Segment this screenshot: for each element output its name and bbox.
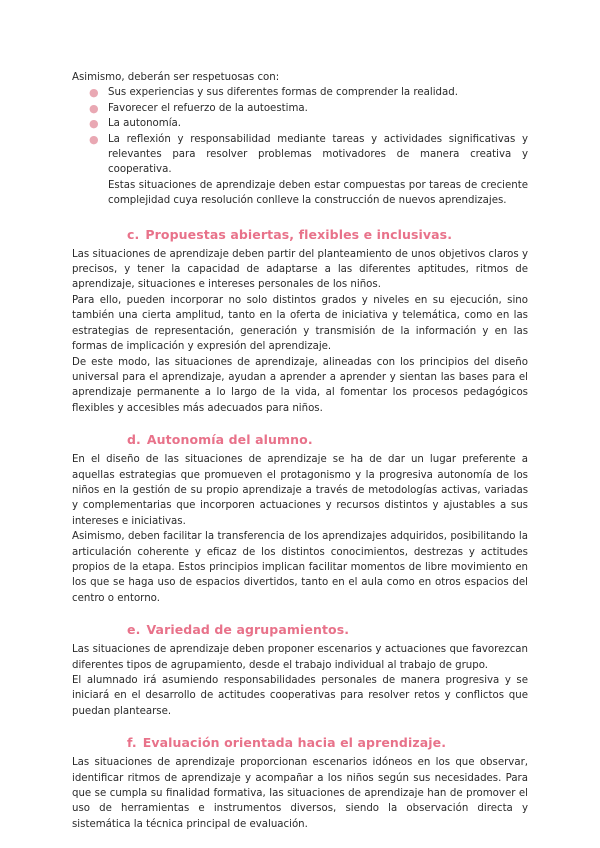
bullet-icon: ● bbox=[89, 117, 99, 131]
section-heading: d. Autonomía del alumno. bbox=[127, 432, 313, 448]
intro-lead: Asimismo, deberán ser respetuosas con: bbox=[72, 72, 280, 83]
paragraph: El alumnado irá asumiendo responsabilidades personales de manera progresiva y se iniciará en el desarrollo de actitudes cooperativas para resolver retos y conflictos que puedan plantearse. bbox=[72, 675, 528, 717]
bullet-icon: ● bbox=[89, 101, 99, 115]
document-page bbox=[72, 70, 528, 848]
list-item: ● Favorecer el refuerzo de la autoestima. bbox=[89, 101, 308, 115]
paragraph: De este modo, las situaciones de aprendizaje, alineadas con los principios del diseño universal para el aprendizaje, ayudan a aprender a aprender y sientan las bases para el aprendizaje permanente a lo largo de la vida, al fomentar los procesos pedagógicos flexibles y accesibles más adecuados para niños. bbox=[72, 356, 528, 414]
intro-bullet-list bbox=[72, 85, 528, 177]
list-item: ● La autonomía. bbox=[89, 117, 182, 131]
bullet-icon: ● bbox=[89, 86, 99, 100]
bullet-icon: ● bbox=[89, 132, 99, 146]
paragraph: En el diseño de las situaciones de aprendizaje se ha de dar un lugar preferente a aquellas estrategias que promueven el protagonismo y la progresiva autonomía de los niños en la gestión de su propio aprendizaje a través de metodologías activas, variadas y complementarias que incorporen actuaciones y recursos distintos y ajustables a sus intereses e iniciativas. bbox=[72, 454, 528, 527]
section-d bbox=[72, 432, 528, 606]
section-heading: f. Evaluación orientada hacia el aprendizaje. bbox=[127, 735, 447, 751]
list-item: ● La reflexión y responsabilidad mediante tareas y actividades significativas y relevantes para resolver problemas motivadores de manera creativa y cooperativa. bbox=[89, 132, 528, 176]
paragraph: Las situaciones de aprendizaje deben partir del planteamiento de unos objetivos claros y precisos, y tener la capacidad de adaptarse a las diferentes aptitudes, ritmos de aprendizaje, situaciones e intereses personales de los niños. bbox=[72, 248, 528, 291]
list-item: ● Sus experiencias y sus diferentes formas de comprender la realidad. bbox=[89, 86, 458, 100]
section-c bbox=[72, 227, 528, 416]
paragraph: Asimismo, deben facilitar la transferencia de los aprendizajes adquiridos, posibilitando la articulación coherente y eficaz de los distintos conocimientos, destrezas y actitudes propios de la etapa. Estos principios implican facilitar momentos de libre movimiento en los que se haga uso de espacios divertidos, tanto en el aula como en otros espacios del centro o entorno. bbox=[72, 531, 528, 604]
paragraph: Las situaciones de aprendizaje proporcionan escenarios idóneos en los que observar, identificar ritmos de aprendizaje y acompañar a los niños según sus necesidades. Para que se cumpla su finalidad formativa, las situaciones de aprendizaje han de promover el uso de herramientas e instrumentos diversos, siendo la observación directa y sistemática la técnica principal de evaluación. bbox=[72, 757, 528, 830]
paragraph: Las situaciones de aprendizaje deben proponer escenarios y actuaciones que favorezcan diferentes tipos de agrupamiento, desde el trabajo individual al trabajo de grupo. bbox=[72, 644, 528, 671]
section-heading: c. Propuestas abiertas, flexibles e inclusivas. bbox=[127, 226, 453, 242]
section-heading: e. Variedad de agrupamientos. bbox=[127, 622, 350, 638]
intro-continuation: Estas situaciones de aprendizaje deben estar compuestas por tareas de creciente complejidad cuya resolución conlleve la construcción de nuevos aprendizajes. bbox=[108, 179, 528, 207]
section-f bbox=[72, 735, 528, 832]
section-e bbox=[72, 622, 528, 719]
paragraph: Para ello, pueden incorporar no solo distintos grados y niveles en su ejecución, sino también una cierta amplitud, tanto en la oferta de iniciativa y telemática, como en las estrategias de representación, generación y transmisión de la información y en las formas de implicación y expresión del aprendizaje. bbox=[72, 294, 528, 353]
